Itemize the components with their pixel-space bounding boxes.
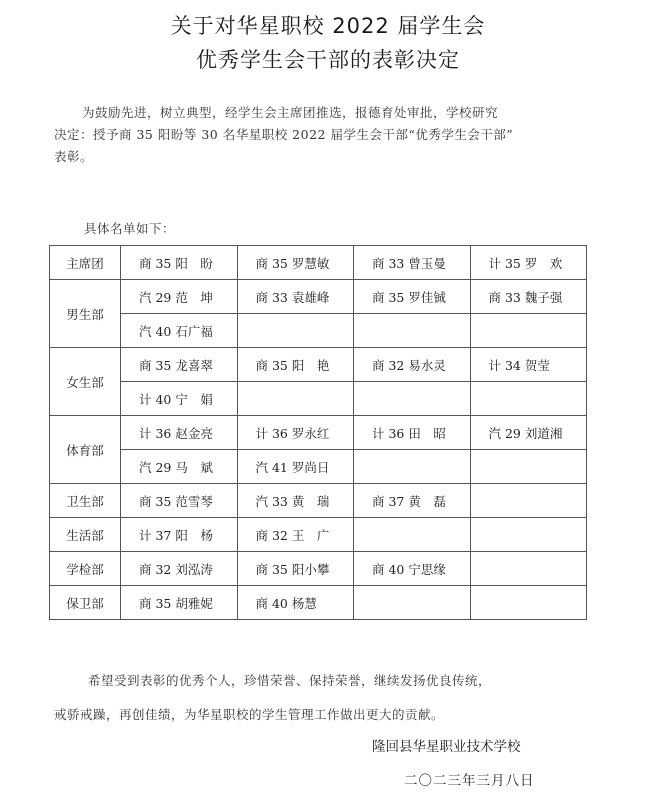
member-cell: 商 35 阳 艳 <box>237 348 354 382</box>
table-row <box>50 586 587 620</box>
table-row <box>50 314 587 348</box>
member-cell: 汽 33 黄 瑞 <box>237 484 354 518</box>
member-cell: 汽 29 范 坤 <box>121 280 238 314</box>
intro-paragraph <box>54 102 614 168</box>
closing-line-2: 戒骄戒躁，再创佳绩，为华星职校的学生管理工作做出更大的贡献。 <box>54 707 445 722</box>
intro-line-3: 表彰。 <box>54 149 94 164</box>
title-line-2: 优秀学生会干部的表彰决定 <box>196 48 460 72</box>
honor-roster-table <box>49 245 587 620</box>
member-cell <box>354 382 471 416</box>
closing-line-1: 希望受到表彰的优秀个人，珍惜荣誉、保持荣誉，继续发扬优良传统， <box>88 673 492 688</box>
member-cell: 商 32 易水灵 <box>354 348 471 382</box>
department-cell: 生活部 <box>50 518 121 552</box>
member-cell <box>354 518 471 552</box>
table-row <box>50 518 587 552</box>
member-cell <box>237 314 354 348</box>
member-cell: 商 40 杨慧 <box>237 586 354 620</box>
member-cell: 商 35 阳 盼 <box>121 246 238 280</box>
member-cell: 商 35 胡雅妮 <box>121 586 238 620</box>
member-cell <box>470 586 587 620</box>
member-cell <box>354 314 471 348</box>
member-cell: 计 36 赵金亮 <box>121 416 238 450</box>
table-row <box>50 416 587 450</box>
table-row <box>50 484 587 518</box>
member-cell: 计 34 贺莹 <box>470 348 587 382</box>
member-cell <box>470 552 587 586</box>
table-row <box>50 246 587 280</box>
member-cell <box>470 450 587 484</box>
member-cell: 商 32 王 广 <box>237 518 354 552</box>
table-row <box>50 450 587 484</box>
member-cell <box>470 518 587 552</box>
member-cell: 商 35 罗慧敏 <box>237 246 354 280</box>
list-intro: 具体名单如下： <box>84 221 176 236</box>
intro-line-1: 为鼓励先进，树立典型，经学生会主席团推选，报德育处审批，学校研究 <box>82 105 499 120</box>
member-cell <box>354 586 471 620</box>
member-cell: 计 36 罗永红 <box>237 416 354 450</box>
school-signature: 隆回县华星职业技术学校 <box>372 739 521 755</box>
member-cell: 商 37 黄 磊 <box>354 484 471 518</box>
department-cell: 保卫部 <box>50 586 121 620</box>
member-cell: 计 35 罗 欢 <box>470 246 587 280</box>
title-line-1: 关于对华星职校 2022 届学生会 <box>170 14 486 38</box>
intro-line-2: 决定：授予商 35 阳盼等 30 名华星职校 2022 届学生会干部“优秀学生会干部” <box>54 127 514 142</box>
member-cell <box>354 450 471 484</box>
member-cell: 商 40 宁思缘 <box>354 552 471 586</box>
department-cell: 卫生部 <box>50 484 121 518</box>
member-cell: 商 35 范雪琴 <box>121 484 238 518</box>
member-cell <box>470 314 587 348</box>
member-cell: 汽 40 石广福 <box>121 314 238 348</box>
issue-date: 二〇二三年三月八日 <box>404 773 535 789</box>
member-cell: 商 33 袁雄峰 <box>237 280 354 314</box>
member-cell <box>237 382 354 416</box>
member-cell: 商 32 刘泓涛 <box>121 552 238 586</box>
closing-paragraph <box>54 664 624 732</box>
department-cell: 女生部 <box>50 348 121 416</box>
member-cell: 商 35 罗佳铖 <box>354 280 471 314</box>
department-cell: 主席团 <box>50 246 121 280</box>
member-cell: 商 35 龙喜翠 <box>121 348 238 382</box>
table-row <box>50 382 587 416</box>
member-cell: 商 35 阳小攀 <box>237 552 354 586</box>
department-cell: 男生部 <box>50 280 121 348</box>
department-cell: 学检部 <box>50 552 121 586</box>
member-cell: 汽 41 罗尚日 <box>237 450 354 484</box>
department-cell: 体育部 <box>50 416 121 484</box>
member-cell <box>470 484 587 518</box>
member-cell: 商 33 曾玉曼 <box>354 246 471 280</box>
member-cell: 汽 29 刘道湘 <box>470 416 587 450</box>
member-cell: 商 33 魏子强 <box>470 280 587 314</box>
member-cell: 汽 29 马 斌 <box>121 450 238 484</box>
member-cell: 计 37 阳 杨 <box>121 518 238 552</box>
table-row <box>50 348 587 382</box>
member-cell: 计 40 宁 娟 <box>121 382 238 416</box>
member-cell <box>470 382 587 416</box>
member-cell: 计 36 田 昭 <box>354 416 471 450</box>
table-row <box>50 552 587 586</box>
table-row <box>50 280 587 314</box>
